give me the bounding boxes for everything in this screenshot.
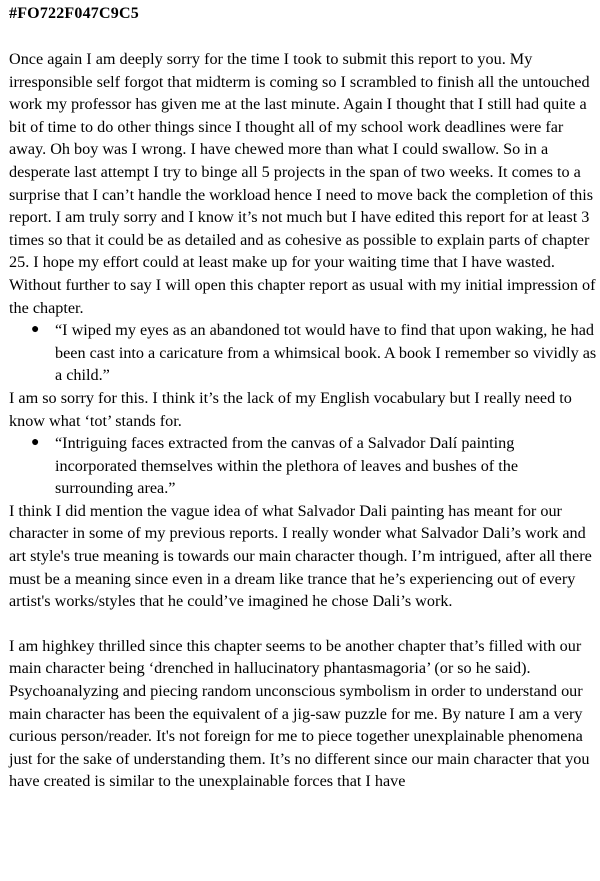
document-id-heading: #FO722F047C9C5	[9, 5, 139, 22]
bullet-icon: ●	[31, 435, 40, 451]
quote-list	[9, 432, 597, 500]
quote-item	[9, 432, 597, 500]
document-page	[9, 0, 597, 793]
quote-text: “Intriguing faces extracted from the canvas of a Salvador Dalí painting incorporated themselves within the plethora of leaves and bushes of the surrounding area.”	[55, 434, 519, 498]
paragraph-dali: I think I did mention the vague idea of what Salvador Dali painting has meant for our character in some of my previous reports. I really wonder what Salvador Dali’s work and art style's true meaning is towards our main character though. I’m intrigued, after all there must be a meaning since even in a dream like trance that he’s experiencing out of every artist's works/styles that he could’ve imagined he chose Dali’s work.	[9, 501, 592, 611]
bullet-icon: ●	[31, 322, 40, 338]
paragraph-tot-question: I am so sorry for this. I think it’s the lack of my English vocabulary but I really need to know what ‘tot’ stands for.	[9, 388, 572, 430]
paragraph-apology: Once again I am deeply sorry for the time I took to submit this report to you. My irresponsible self forgot that midterm is coming so I scrambled to finish all the untouched work my professor has given me at the last minute. Again I thought that I still had quite a bit of time to do other things since I thought all of my school work deadlines were far away. Oh boy was I wrong. I have chewed more than what I could swallow. So in a desperate last attempt I try to binge all 5 projects in the span of two weeks. It comes to a surprise that I can’t handle the workload hence I need to move back the completion of this report. I am truly sorry and I know it’s not much but I have edited this report for at least 3 times so that it could be as detailed and as cohesive as possible to explain parts of chapter 25. I hope my effort could at least make up for your waiting time that I have wasted. Without further to say I will open this chapter report as usual with my initial impression of the chapter.	[9, 50, 596, 317]
quote-item	[9, 319, 597, 387]
quote-text: “I wiped my eyes as an abandoned tot would have to find that upon waking, he had been cast into a caricature from a whimsical book. A book I remember so vividly as a child.”	[55, 321, 597, 385]
paragraph-thrilled: I am highkey thrilled since this chapter seems to be another chapter that’s filled with our main character being ‘drenched in hallucinatory phantasmagoria’ (or so he said). Psychoanalyzing and piecing random unconscious symbolism in order to understand our main character has been the equivalent of a jig-saw puzzle for me. By nature I am a very curious person/reader. It's not foreign for me to piece together unexplainable phenomena just for the sake of understanding them. It’s no different since our main character that you have created is similar to the unexplainable forces that I have	[9, 636, 590, 791]
quote-list	[9, 319, 597, 387]
